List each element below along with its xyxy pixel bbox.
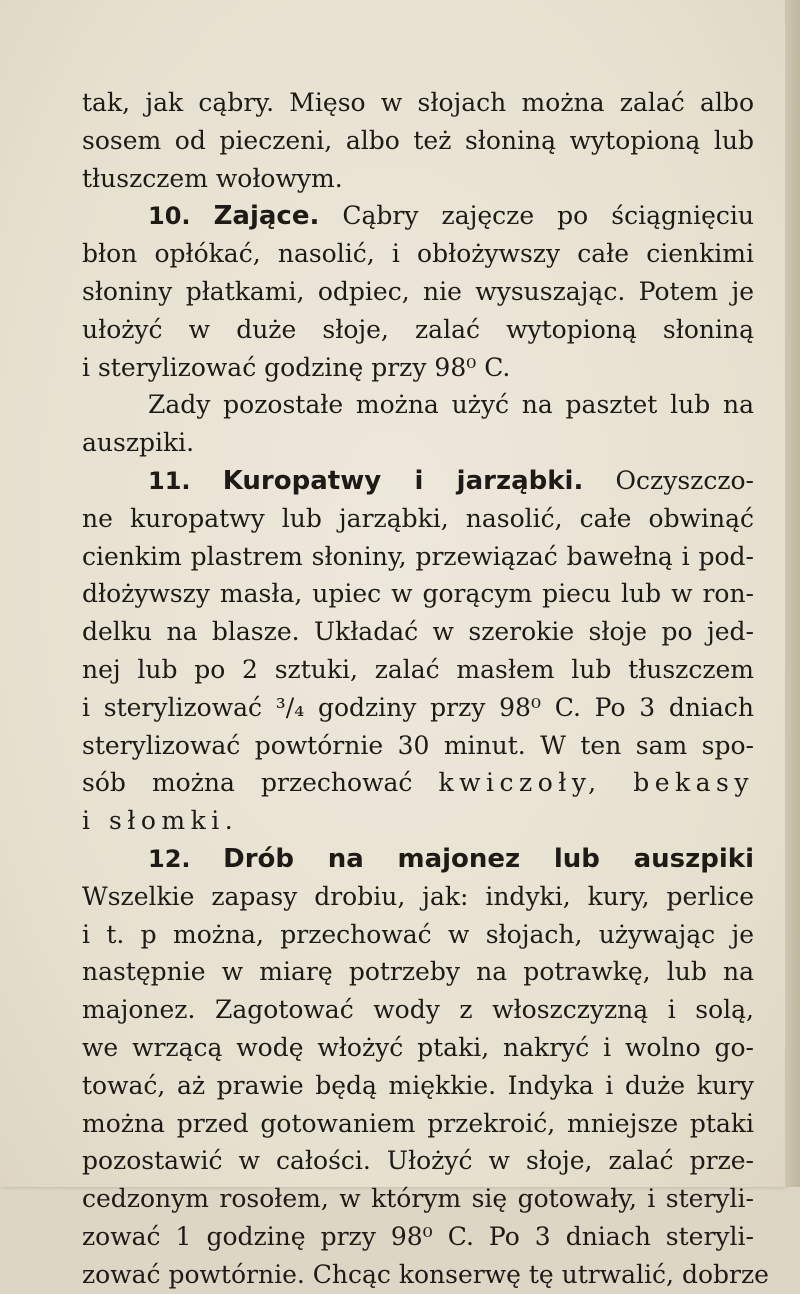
page-text <box>82 84 769 1294</box>
text-line: auszpiki. <box>82 428 195 458</box>
text-line: Wszelkie zapasy drobiu, jak: indyki, kury, perlice <box>82 881 754 911</box>
text-line: cedzonym rosołem, w którym się gotowały, i steryli- <box>82 1184 754 1214</box>
section-12-line <box>82 840 754 878</box>
spaced-text: i słomki. <box>82 806 239 836</box>
text-line: ne kuropatwy lub jarząbki, nasolić, całe obwinąć <box>82 503 754 533</box>
text-line <box>82 764 754 802</box>
text-line: zować powtórnie. Chcąc konserwę tę utrwalić, dobrze <box>82 1259 769 1289</box>
text-line: nej lub po 2 sztuki, zalać masłem lub tłuszczem <box>82 654 754 684</box>
text-segment: sób można przechować <box>82 768 413 798</box>
section-11-title: Kuropatwy i jarząbki. <box>222 465 584 496</box>
text-line: tak, jak cąbry. Mięso w słojach można zalać albo <box>82 88 754 117</box>
text-line: Oczyszczo- <box>615 465 754 495</box>
text-line: we wrzącą wodę włożyć ptaki, nakryć i wolno go- <box>82 1032 754 1062</box>
text-line: i sterylizować godzinę przy 98⁰ C. <box>82 352 511 382</box>
text-line: zować 1 godzinę przy 98⁰ C. Po 3 dniach steryli- <box>82 1221 754 1251</box>
text-line: Zady pozostałe można użyć na pasztet lub na <box>148 390 754 420</box>
text-line: błon opłókać, nasolić, i obłożywszy całe cienkimi <box>82 239 754 269</box>
text-line: dłożywszy masła, upiec w gorącym piecu lub w ron- <box>82 579 754 609</box>
text-line: sosem od pieczeni, albo też słoniną wytopioną lub <box>82 125 754 155</box>
text-line: i sterylizować ³/₄ godziny przy 98⁰ C. Po 3 dniach <box>82 692 754 722</box>
text-line: majonez. Zagotować wody z włoszczyzną i solą, <box>82 995 754 1025</box>
text-line: tłuszczem wołowym. <box>82 163 343 193</box>
text-line: tować, aż prawie będą miękkie. Indyka i duże kury <box>82 1070 754 1100</box>
text-line: Cąbry zajęcze po ściągnięciu <box>342 201 754 231</box>
section-12-number: 12. <box>148 844 191 873</box>
section-11-line <box>82 462 754 500</box>
text-line: następnie w miarę potrzeby na potrawkę, lub na <box>82 957 754 987</box>
section-11-number: 11. <box>148 466 191 495</box>
text-line: słoniny płatkami, odpiec, nie wysuszając. Potem je <box>82 276 754 306</box>
text-line: można przed gotowaniem przekroić, mniejsze ptaki <box>82 1108 754 1138</box>
section-10-title: Zające. <box>213 201 320 232</box>
text-line: cienkim plastrem słoniny, przewiązać bawełną i pod- <box>82 541 754 571</box>
page-edge <box>785 0 800 1187</box>
text-line: pozostawić w całości. Ułożyć w słoje, zalać prze- <box>82 1146 754 1176</box>
text-line: ułożyć w duże słoje, zalać wytopioną słoniną <box>82 314 754 344</box>
text-line: i t. p można, przechować w słojach, używając je <box>82 919 754 949</box>
spaced-text: kwiczoły, bekasy <box>438 768 755 798</box>
text-line: sterylizować powtórnie 30 minut. W ten sam spo- <box>82 730 754 760</box>
section-10-number: 10. <box>148 202 191 231</box>
text-line: delku na blasze. Układać w szerokie słoje po jed- <box>82 617 754 647</box>
section-12-title: Drób na majonez lub auszpiki <box>223 843 754 874</box>
section-10-line <box>82 197 754 235</box>
